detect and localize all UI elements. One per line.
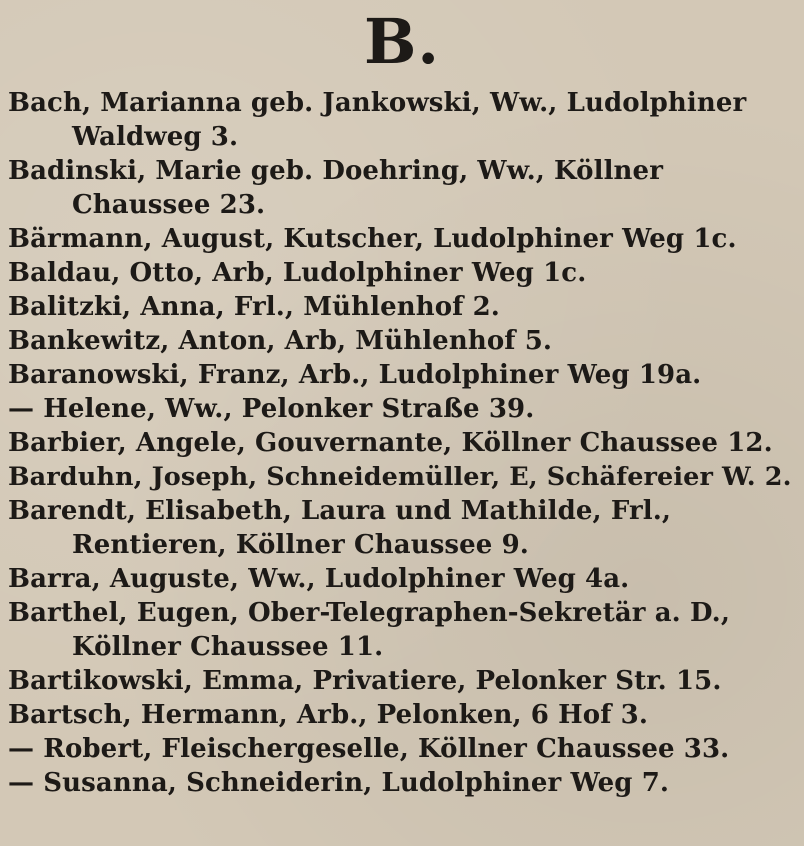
directory-entries bbox=[8, 86, 798, 800]
directory-entry bbox=[8, 698, 798, 732]
entry-line: Badinski, Marie geb. Doehring, Ww., Köllner bbox=[8, 156, 663, 186]
entry-line: — Helene, Ww., Pelonker Straße 39. bbox=[8, 394, 535, 424]
entry-line: Bärmann, August, Kutscher, Ludolphiner Weg 1c. bbox=[8, 224, 737, 254]
directory-entry bbox=[8, 494, 798, 562]
directory-entry bbox=[8, 222, 798, 256]
section-letter-heading: B. bbox=[364, 5, 440, 78]
directory-entry bbox=[8, 732, 798, 766]
entry-continuation-line: Waldweg 3. bbox=[72, 122, 239, 152]
entry-line: — Robert, Fleischergeselle, Köllner Chaussee 33. bbox=[8, 734, 730, 764]
entry-line: Bartikowski, Emma, Privatiere, Pelonker Str. 15. bbox=[8, 666, 722, 696]
entry-line: Bach, Marianna geb. Jankowski, Ww., Ludolphiner bbox=[8, 88, 747, 118]
entry-line: Barduhn, Joseph, Schneidemüller, E, Schäfereier W. 2. bbox=[8, 462, 792, 492]
directory-entry bbox=[8, 562, 798, 596]
entry-line: Barra, Auguste, Ww., Ludolphiner Weg 4a. bbox=[8, 564, 630, 594]
directory-entry bbox=[8, 256, 798, 290]
directory-entry bbox=[8, 596, 798, 664]
directory-entry bbox=[8, 460, 798, 494]
directory-entry bbox=[8, 426, 798, 460]
directory-entry bbox=[8, 358, 798, 392]
entry-line: Barthel, Eugen, Ober-Telegraphen-Sekretär a. D., bbox=[8, 598, 730, 628]
directory-entry bbox=[8, 290, 798, 324]
entry-continuation-line: Chaussee 23. bbox=[72, 190, 266, 220]
entry-line: Baranowski, Franz, Arb., Ludolphiner Weg 19a. bbox=[8, 360, 702, 390]
directory-entry bbox=[8, 392, 798, 426]
entry-line: Barbier, Angele, Gouvernante, Köllner Chaussee 12. bbox=[8, 428, 773, 458]
directory-entry bbox=[8, 86, 798, 154]
entry-continuation-line: Rentieren, Köllner Chaussee 9. bbox=[72, 530, 529, 560]
directory-entry bbox=[8, 664, 798, 698]
entry-line: Barendt, Elisabeth, Laura und Mathilde, Frl., bbox=[8, 496, 672, 526]
entry-line: Baldau, Otto, Arb, Ludolphiner Weg 1c. bbox=[8, 258, 587, 288]
entry-line: Balitzki, Anna, Frl., Mühlenhof 2. bbox=[8, 292, 500, 322]
directory-entry bbox=[8, 766, 798, 800]
directory-entry bbox=[8, 324, 798, 358]
entry-line: — Susanna, Schneiderin, Ludolphiner Weg 7. bbox=[8, 768, 670, 798]
entry-line: Bankewitz, Anton, Arb, Mühlenhof 5. bbox=[8, 326, 553, 356]
entry-continuation-line: Köllner Chaussee 11. bbox=[72, 632, 384, 662]
entry-line: Bartsch, Hermann, Arb., Pelonken, 6 Hof 3. bbox=[8, 700, 648, 730]
directory-entry bbox=[8, 154, 798, 222]
